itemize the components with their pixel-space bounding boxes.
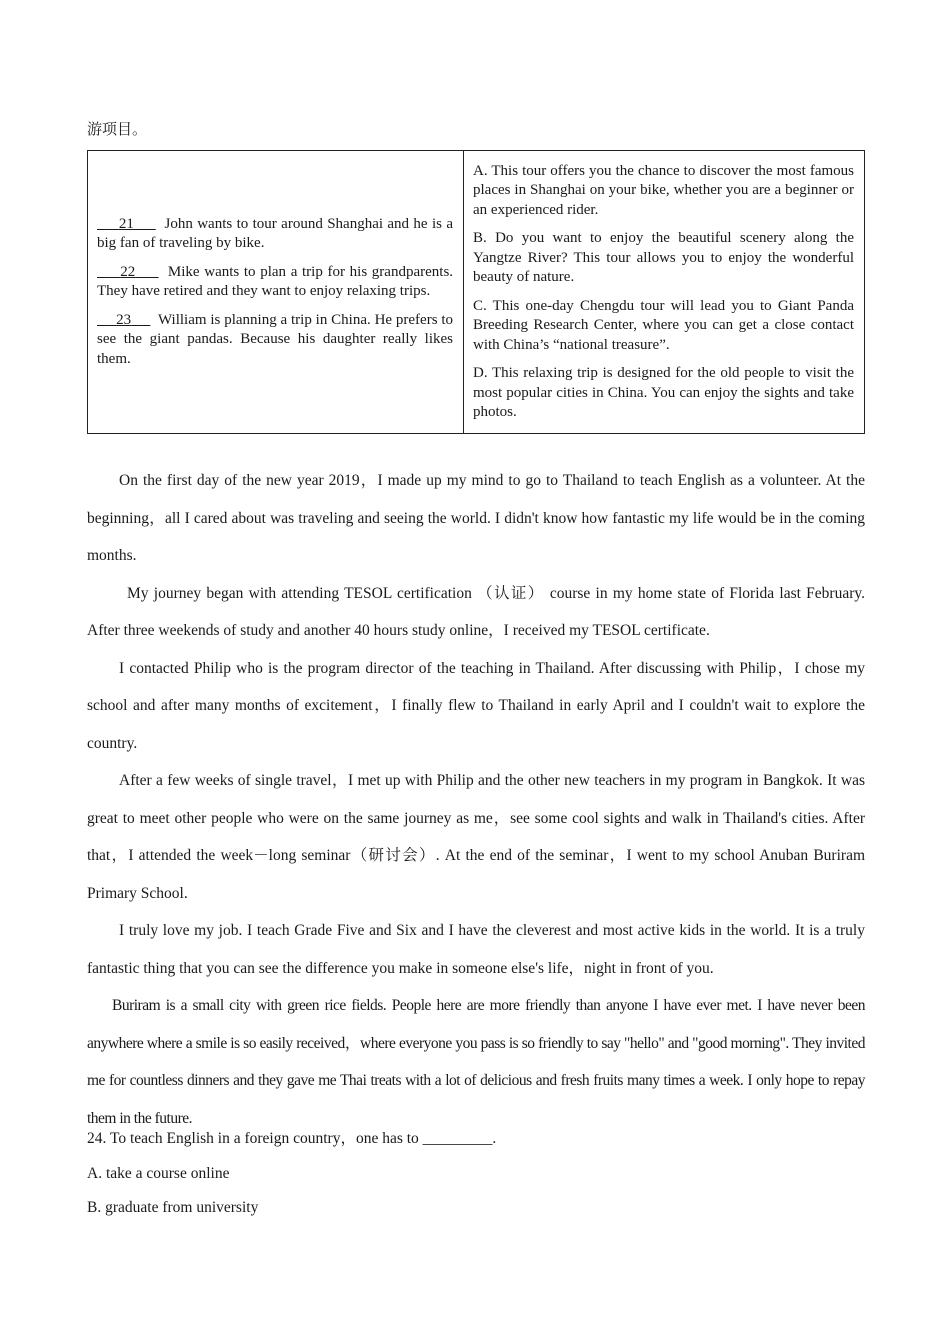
passage-paragraph: I contacted Philip who is the program director of the teaching in Thailand. After discussing with Philip，I chose my school and after many months of excitement，I finally flew to Thailand in early April and I couldn't wait to explore the country. (87, 659, 865, 752)
answer-option-a[interactable]: A. take a course online (87, 1164, 230, 1182)
passage-paragraph: Buriram is a small city with green rice fields. People here are more friendly than anyone I have ever met. I have never been anywhere where a smile is so easily received，where everyone you pass is so friendly to say "hello" and "good morning". They invited me for countless dinners and they gave me Thai treats with a lot of delicious and fresh fruits many times a week. I only hope to repay them in the future. (87, 997, 865, 1127)
question-text: William is planning a trip in China. He prefers to see the giant pandas. Because his daughter really likes them. (97, 311, 454, 367)
answer-blank[interactable]: 23 (116, 311, 132, 328)
questions-column (88, 151, 464, 434)
option-d: D. This relaxing trip is designed for the old people to visit the most popular cities in China. You can enjoy the sights and take photos. (473, 365, 854, 420)
answer-blank[interactable]: 22 (120, 263, 136, 280)
passage-paragraph: On the first day of the new year 2019，I made up my mind to go to Thailand to teach English as a volunteer. At the beginning，all I cared about was traveling and seeing the world. I didn't know how fantastic my life would be in the coming months. (87, 472, 865, 564)
passage-paragraph: After a few weeks of single travel，I met up with Philip and the other new teachers in my program in Bangkok. It was great to meet other people who were on the same journey as me，see some cool sights and walk in Thailand's cities. After that，I attended the week－long seminar（研讨会）. At the end of the seminar，I went to my school Anuban Buriram Primary School. (87, 772, 865, 902)
reading-passage (87, 462, 865, 1137)
answer-option-b[interactable]: B. graduate from university (87, 1199, 259, 1216)
option-b: B. Do you want to enjoy the beautiful scenery along the Yangtze River? This tour allows you to enjoy the wonderful beauty of nature. (473, 230, 854, 285)
question-text: Mike wants to plan a trip for his grandparents. They have retired and they want to enjoy relaxing trips. (97, 263, 454, 300)
option-a: A. This tour offers you the chance to discover the most famous places in Shanghai on your bike, whether you are a beginner or an experienced rider. (473, 162, 854, 218)
question-item (97, 263, 453, 302)
question-item (97, 215, 453, 254)
passage-paragraph: My journey began with attending TESOL certification （认证） course in my home state of Florida last February. After three weekends of study and another 40 hours study online，I received my TESOL certificate. (87, 584, 865, 639)
header-fragment: 游项目。 (87, 122, 148, 138)
question-24 (87, 1122, 865, 1226)
question-text: John wants to tour around Shanghai and he is a big fan of traveling by bike. (97, 215, 453, 252)
question-stem: 24. To teach English in a foreign country，one has to _________. (87, 1130, 497, 1147)
answer-blank[interactable]: 21 (118, 215, 134, 232)
matching-table (87, 150, 865, 434)
question-item (97, 311, 453, 370)
options-column (464, 151, 865, 434)
passage-paragraph: I truly love my job. I teach Grade Five and Six and I have the cleverest and most active kids in the world. It is a truly fantastic thing that you can see the difference you make in someone else's life，night in front of you. (87, 922, 865, 977)
option-c: C. This one-day Chengdu tour will lead you to Giant Panda Breeding Research Center, where you can get a close contact with China’s “national treasure”. (473, 297, 854, 353)
